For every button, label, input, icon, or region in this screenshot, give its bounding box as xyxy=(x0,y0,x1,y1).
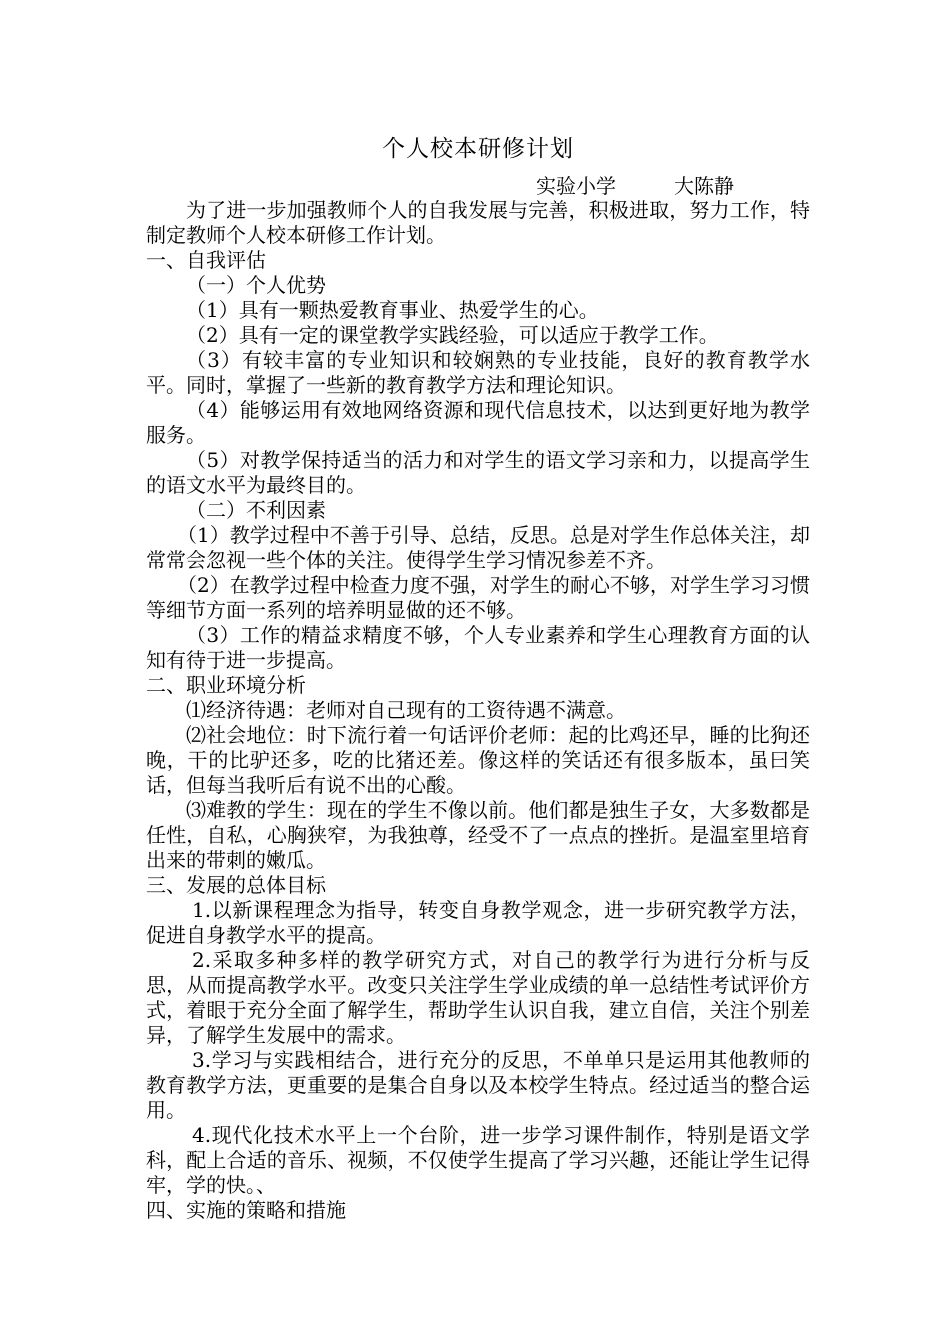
goal-item-3: 3.学习与实践相结合，进行充分的反思，不单单只是运用其他教师的教育教学方法，更重要的是集合自身以及本校学生特点。经过适当的整合运用。 xyxy=(146,1048,810,1122)
environment-item-2: ⑵社会地位：时下流行着一句话评价老师：起的比鸡还早，睡的比狗还晚，干的比驴还多，吃的比猪还差。像这样的笑话还有很多版本，虽曰笑话，但每当我听后有说不出的心酸。 xyxy=(146,723,810,797)
advantage-item-2: （2）具有一定的课堂教学实践经验，可以适应于教学工作。 xyxy=(186,323,719,347)
document-title: 个人校本研修计划 xyxy=(382,136,574,162)
document-body xyxy=(146,134,810,1223)
environment-item-3: ⑶难教的学生：现在的学生不像以前。他们都是独生子女，大多数都是任性，自私，心胸狭窄，为我独尊，经受不了一点点的挫折。是温室里培育出来的带刺的嫩瓜。 xyxy=(146,798,810,872)
weakness-item-2: （2）在教学过程中检查力度不强，对学生的耐心不够，对学生学习习惯等细节方面一系列的培养明显做的还不够。 xyxy=(146,573,810,622)
goal-item-4: 4.现代化技术水平上一个台阶，进一步学习课件制作，特别是语文学科，配上合适的音乐、视频，不仅使学生提高了学习兴趣，还能让学生记得牢，学的快。、 xyxy=(146,1123,810,1197)
subsection-heading-1-1: （一）个人优势 xyxy=(186,273,326,297)
weakness-item-1: （1）教学过程中不善于引导、总结，反思。总是对学生作总体关注，却常常会忽视一些个体的关注。使得学生学习情况参差不齐。 xyxy=(146,523,810,572)
school-name: 实验小学 xyxy=(536,174,616,198)
section-heading-2: 二、职业环境分析 xyxy=(146,673,306,697)
author-name: 大陈静 xyxy=(674,174,734,198)
subsection-heading-1-2: （二）不利因素 xyxy=(186,498,326,522)
section-heading-1: 一、自我评估 xyxy=(146,248,266,272)
advantage-item-1: （1）具有一颗热爱教育事业、热爱学生的心。 xyxy=(186,298,599,322)
section-heading-4: 四、实施的策略和措施 xyxy=(146,1198,346,1222)
advantage-item-3: （3）有较丰富的专业知识和较娴熟的专业技能，良好的教育教学水平。同时，掌握了一些新的教育教学方法和理论知识。 xyxy=(146,348,810,397)
weakness-item-3: （3）工作的精益求精度不够，个人专业素养和学生心理教育方面的认知有待于进一步提高。 xyxy=(146,623,810,672)
goal-item-2: 2.采取多种多样的教学研究方式，对自己的教学行为进行分析与反思，从而提高教学水平。改变只关注学生学业成绩的单一总结性考试评价方式，着眼于充分全面了解学生，帮助学生认识自我，建立自信，关注个别差异，了解学生发展中的需求。 xyxy=(146,948,810,1047)
environment-item-1: ⑴经济待遇：老师对自己现有的工资待遇不满意。 xyxy=(186,698,626,722)
advantage-item-4: （4）能够运用有效地网络资源和现代信息技术，以达到更好地为教学服务。 xyxy=(146,398,810,447)
goal-item-1: 1.以新课程理念为指导，转变自身教学观念，进一步研究教学方法，促进自身教学水平的提高。 xyxy=(146,898,810,947)
byline xyxy=(146,174,810,198)
section-heading-3: 三、发展的总体目标 xyxy=(146,873,326,897)
advantage-item-5: （5）对教学保持适当的活力和对学生的语文学习亲和力，以提高学生的语文水平为最终目的。 xyxy=(146,448,810,497)
intro-paragraph: 为了进一步加强教师个人的自我发展与完善，积极进取，努力工作，特制定教师个人校本研修工作计划。 xyxy=(146,198,810,247)
